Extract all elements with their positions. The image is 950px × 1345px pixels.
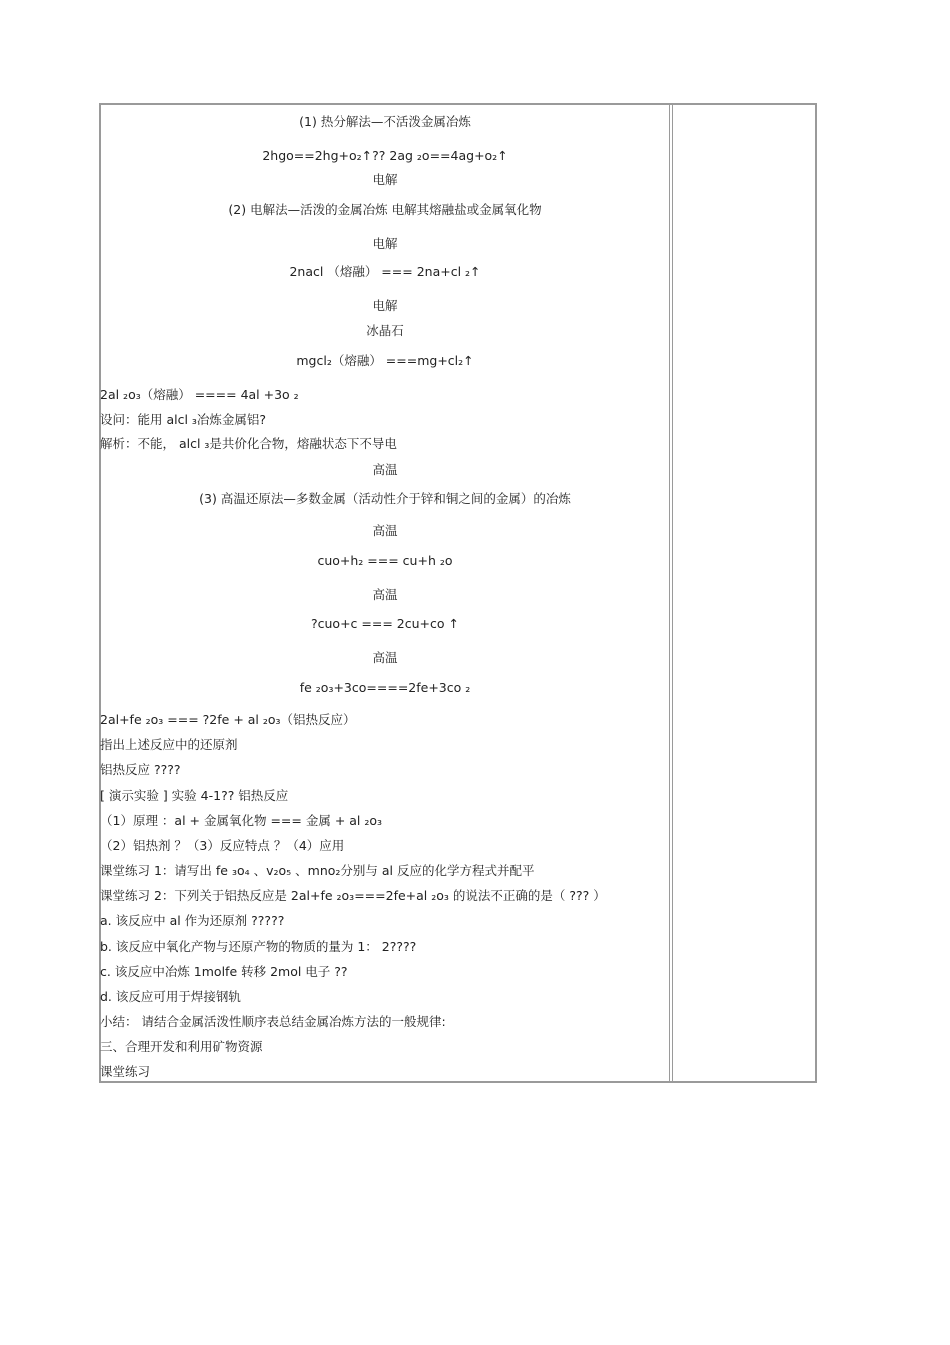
condition-high-temperature: 高温 <box>372 650 398 665</box>
equation-cuo-h2: cuo+h₂ === cu+h ₂o <box>317 553 453 568</box>
equation-nacl-electrolysis: 2nacl （熔融） === 2na+cl ₂↑ <box>289 264 481 279</box>
heading-thermal-decomposition: (1) 热分解法—不活泼金属冶炼 <box>299 114 471 129</box>
option-c: c. 该反应中冶炼 1molfe 转移 2mol 电子 ?? <box>100 964 348 979</box>
option-d: d. 该反应可用于焊接钢轨 <box>100 989 241 1004</box>
section-heading-mineral-resources: 三、合理开发和利用矿物资源 <box>100 1039 263 1054</box>
classroom-exercise-label: 课堂练习 <box>100 1064 151 1079</box>
exercise-1: 课堂练习 1：请写出 fe ₃o₄ 、v₂o₅ 、mno₂分别与 al 反应的化学方程式并配平 <box>100 863 535 878</box>
thermite-questions: （2）铝热剂 ？（3）反应特点 ？（4）应用 <box>100 838 345 853</box>
equation-fe2o3-co: fe ₂o₃+3co====2fe+3co ₂ <box>299 680 471 695</box>
condition-cryolite: 冰晶石 <box>366 323 404 338</box>
question-alcl3: 设问：能用 alcl ₃冶炼金属铝? <box>100 412 267 427</box>
condition-electrolysis: 电解 <box>372 236 398 251</box>
answer-alcl3: 解析：不能， alcl ₃是共价化合物，熔融状态下不导电 <box>100 436 397 451</box>
equation-mgcl2-electrolysis: mgcl₂（熔融） ===mg+cl₂↑ <box>296 353 474 368</box>
condition-high-temperature: 高温 <box>372 587 398 602</box>
equation-al2o3-electrolysis: 2al ₂o₃（熔融） ==== 4al +3o ₂ <box>100 387 299 402</box>
summary: 小结： 请结合金属活泼性顺序表总结金属冶炼方法的一般规律: <box>100 1014 446 1029</box>
equation-cuo-c: ?cuo+c === 2cu+co ↑ <box>311 616 459 631</box>
condition-electrolysis: 电解 <box>372 298 398 313</box>
equation-thermal-decomposition: 2hgo==2hg+o₂↑?? 2ag ₂o==4ag+o₂↑ <box>262 148 508 163</box>
heading-reduction: (3) 高温还原法—多数金属（活动性介于锌和铜之间的金属）的冶炼 <box>199 491 571 506</box>
option-b: b. 该反应中氧化产物与还原产物的物质的量为 1： 2???? <box>100 939 417 954</box>
heading-electrolysis: (2) 电解法—活泼的金属冶炼 电解其熔融盐或金属氧化物 <box>228 202 542 217</box>
demo-experiment: [ 演示实验 ] 实验 4-1?? 铝热反应 <box>100 788 289 803</box>
equation-thermite: 2al+fe ₂o₃ === ?2fe + al ₂o₃（铝热反应） <box>100 712 356 727</box>
option-a: a. 该反应中 al 作为还原剂 ????? <box>100 913 285 928</box>
exercise-2: 课堂练习 2：下列关于铝热反应是 2al+fe ₂o₃===2fe+al ₂o₃ 的说法不正确的是（ ??? ） <box>100 888 606 903</box>
thermite-principle: （1）原理 ：al + 金属氧化物 === 金属 + al ₂o₃ <box>100 813 383 828</box>
condition-high-temperature: 高温 <box>372 523 398 538</box>
heading-thermite-reaction: 铝热反应 ???? <box>100 762 181 777</box>
condition-electrolysis: 电解 <box>372 172 398 187</box>
prompt-reducing-agent: 指出上述反应中的还原剂 <box>100 737 238 752</box>
condition-high-temperature: 高温 <box>372 462 398 477</box>
